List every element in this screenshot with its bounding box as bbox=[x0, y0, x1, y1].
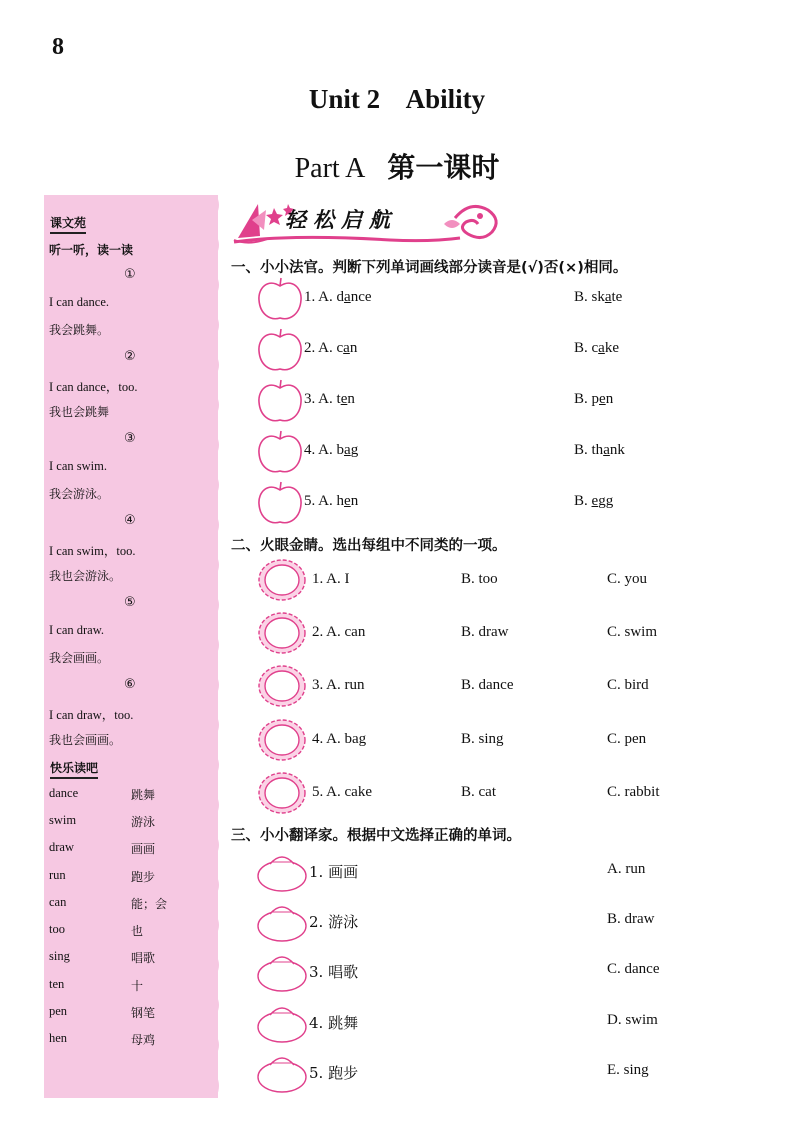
dialogue-number: ⑥ bbox=[124, 677, 136, 692]
sidebar-wavy-edge bbox=[210, 195, 222, 1098]
dialogue-number: ② bbox=[124, 349, 136, 364]
dialogue-en: I can draw，too. bbox=[49, 708, 134, 722]
flower-frame-icon bbox=[257, 771, 307, 815]
banner-title: 轻松启航 bbox=[285, 207, 397, 232]
vocab-word: can bbox=[49, 895, 67, 909]
answer-option: C. dance bbox=[607, 961, 660, 977]
option-b: B. cake bbox=[574, 340, 620, 356]
dialogue-number: ③ bbox=[124, 431, 136, 446]
option-b: B. draw bbox=[461, 624, 509, 640]
option-a: 1. A. dance bbox=[304, 289, 372, 305]
apple-icon bbox=[256, 429, 304, 475]
pot-icon bbox=[256, 997, 308, 1043]
section3-title: 三、小小翻译家。根据中文选择正确的单词。 bbox=[231, 828, 521, 844]
option-a: 1. A. I bbox=[312, 571, 350, 587]
vocab-meaning: 唱歌 bbox=[131, 951, 156, 965]
option-a: 5. A. cake bbox=[312, 784, 372, 800]
vocab-meaning: 画画 bbox=[131, 842, 156, 856]
apple-icon bbox=[256, 378, 304, 424]
part-cn-label: 第一课时 bbox=[387, 151, 500, 184]
question-cn: 4. 跳舞 bbox=[309, 1014, 359, 1032]
dialogue-en: I can draw. bbox=[49, 623, 105, 637]
option-c: C. swim bbox=[607, 624, 658, 640]
flower-frame-icon bbox=[257, 558, 307, 602]
flower-frame-icon bbox=[257, 664, 307, 708]
option-b: B. dance bbox=[461, 677, 514, 693]
section1-title: 一、小小法官。判断下列单词画线部分读音是(√)否(×)相同。 bbox=[231, 260, 628, 276]
pot-icon bbox=[256, 846, 308, 892]
option-a: 3. A. run bbox=[312, 677, 365, 693]
option-b: B. pen bbox=[574, 391, 614, 407]
section2-title: 二、火眼金睛。选出每组中不同类的一项。 bbox=[231, 538, 507, 554]
option-b: B. skate bbox=[574, 289, 623, 305]
vocab-word: too bbox=[49, 922, 65, 936]
vocab-word: run bbox=[49, 868, 66, 882]
dialogue-number: ④ bbox=[124, 513, 136, 528]
pot-icon bbox=[256, 896, 308, 942]
vocab-meaning: 游泳 bbox=[131, 815, 156, 829]
sidebar-heading-texts: 课文苑 bbox=[50, 214, 86, 234]
flower-frame-icon bbox=[257, 718, 307, 762]
option-a: 4. A. bag bbox=[304, 442, 359, 458]
part-label: Part A bbox=[294, 153, 366, 184]
option-b: B. egg bbox=[574, 493, 614, 509]
option-b: B. sing bbox=[461, 731, 504, 747]
dialogue-cn: 我也会跳舞 bbox=[49, 405, 110, 419]
answer-option: D. swim bbox=[607, 1012, 658, 1028]
pot-icon bbox=[256, 946, 308, 992]
answer-option: B. draw bbox=[607, 911, 655, 927]
vocab-word: ten bbox=[49, 977, 65, 991]
vocab-word: hen bbox=[49, 1031, 68, 1045]
vocab-word: sing bbox=[49, 949, 70, 963]
dialogue-cn: 我会跳舞。 bbox=[49, 323, 110, 337]
page-number: 8 bbox=[52, 34, 64, 60]
apple-icon bbox=[256, 276, 304, 322]
option-c: C. rabbit bbox=[607, 784, 660, 800]
dialogue-number: ① bbox=[124, 267, 136, 282]
option-c: C. bird bbox=[607, 677, 649, 693]
option-c: C. pen bbox=[607, 731, 647, 747]
dialogue-en: I can swim. bbox=[49, 459, 107, 473]
question-cn: 5. 跑步 bbox=[309, 1064, 359, 1082]
option-b: B. thank bbox=[574, 442, 625, 458]
dialogue-number: ⑤ bbox=[124, 595, 136, 610]
dialogue-cn: 我也会画画。 bbox=[49, 733, 122, 747]
dialogue-en: I can dance. bbox=[49, 295, 110, 309]
vocab-meaning: 跳舞 bbox=[131, 788, 156, 802]
vocab-meaning: 十 bbox=[131, 979, 144, 993]
answer-option: E. sing bbox=[607, 1062, 649, 1078]
vocab-meaning: 母鸡 bbox=[131, 1033, 156, 1047]
option-a: 3. A. ten bbox=[304, 391, 355, 407]
option-c: C. you bbox=[607, 571, 648, 587]
option-a: 2. A. can bbox=[304, 340, 358, 356]
flower-frame-icon bbox=[257, 611, 307, 655]
vocab-word: draw bbox=[49, 840, 74, 854]
part-title bbox=[0, 146, 794, 186]
apple-icon bbox=[256, 327, 304, 373]
sidebar-heading-reading: 快乐读吧 bbox=[50, 759, 98, 779]
question-cn: 3. 唱歌 bbox=[309, 963, 359, 981]
sidebar-subheading: 听一听，读一读 bbox=[49, 243, 134, 257]
pot-icon bbox=[256, 1047, 308, 1093]
dialogue-cn: 我也会游泳。 bbox=[49, 569, 122, 583]
vocab-meaning: 跑步 bbox=[131, 870, 156, 884]
dialogue-en: I can dance，too. bbox=[49, 380, 138, 394]
dialogue-en: I can swim，too. bbox=[49, 544, 136, 558]
option-a: 4. A. bag bbox=[312, 731, 367, 747]
vocab-meaning: 能；会 bbox=[131, 897, 168, 911]
apple-icon bbox=[256, 480, 304, 526]
question-cn: 2. 游泳 bbox=[309, 913, 359, 931]
vocab-word: dance bbox=[49, 786, 79, 800]
option-b: B. too bbox=[461, 571, 498, 587]
question-cn: 1. 画画 bbox=[309, 863, 359, 881]
dialogue-cn: 我会游泳。 bbox=[49, 487, 110, 501]
unit-title: Unit 2 Ability bbox=[308, 84, 486, 114]
vocab-meaning: 也 bbox=[131, 924, 144, 938]
dialogue-cn: 我会画画。 bbox=[49, 651, 110, 665]
vocab-word: swim bbox=[49, 813, 77, 827]
answer-option: A. run bbox=[607, 861, 646, 877]
vocab-word: pen bbox=[49, 1004, 68, 1018]
vocab-meaning: 钢笔 bbox=[131, 1006, 156, 1020]
option-b: B. cat bbox=[461, 784, 496, 800]
option-a: 5. A. hen bbox=[304, 493, 359, 509]
option-a: 2. A. can bbox=[312, 624, 366, 640]
